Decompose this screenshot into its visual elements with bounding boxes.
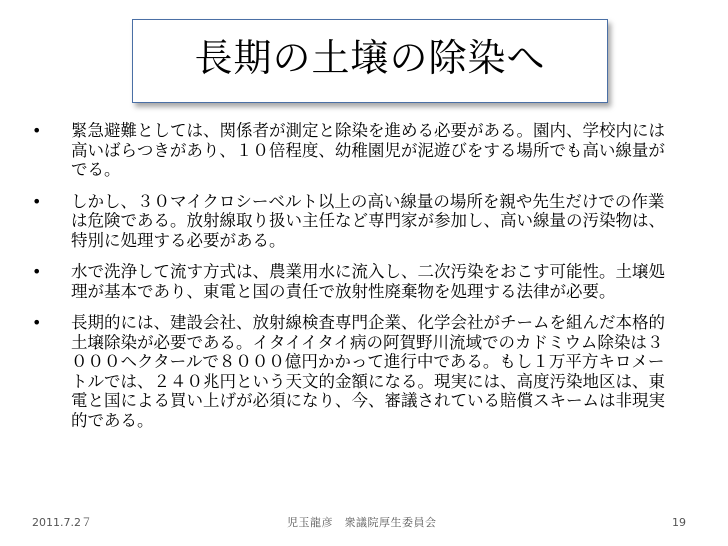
footer-presenter: 児玉龍彦 衆議院厚生委員会 (287, 516, 437, 529)
footer-date: 2011.7.2７ (32, 516, 92, 529)
bullet-icon: • (32, 121, 42, 140)
slide-title: 長期の土壌の除染へ (194, 36, 546, 80)
bullet-text: 水で洗浄して流す方式は、農業用水に流入し、二次汚染をおこす可能性。土壌処理が基本であり、東電と国の責任で放射性廃棄物を処理する法律が必要。 (71, 262, 665, 301)
bullet-icon: • (32, 313, 42, 332)
bullet-item (32, 313, 672, 430)
page-number: 19 (672, 516, 686, 529)
bullet-text: 長期的には、建設会社、放射線検査専門企業、化学会社がチームを組んだ本格的土壌除染が必要である。イタイイタイ病の阿賀野川流域でのカドミウム除染は３０００ヘクタールで８０００億円かかって進行中である。もし１万平方キロメートルでは、２４０兆円という天文的金額になる。現実には、高度汚染地区は、東電と国による買い上げが必須になり、今、審議されている賠償スキームは非現実的である。 (71, 313, 665, 430)
bullet-text: しかし、３０マイクロシーベルト以上の高い線量の場所を親や先生だけでの作業は危険である。放射線取り扱い主任など専門家が参加し、高い線量の汚染物は、特別に処理する必要がある。 (71, 191, 665, 250)
bullet-list (32, 121, 672, 442)
bullet-icon: • (32, 262, 42, 281)
bullet-item (32, 192, 672, 251)
bullet-text: 緊急避難としては、関係者が測定と除染を進める必要がある。園内、学校内には高いばらつきがあり、１０倍程度、幼稚園児が泥遊びをする場所でも高い線量がでる。 (71, 121, 665, 179)
title-box (132, 19, 608, 103)
bullet-item (32, 262, 672, 301)
bullet-icon: • (32, 191, 42, 211)
bullet-item (32, 121, 672, 180)
